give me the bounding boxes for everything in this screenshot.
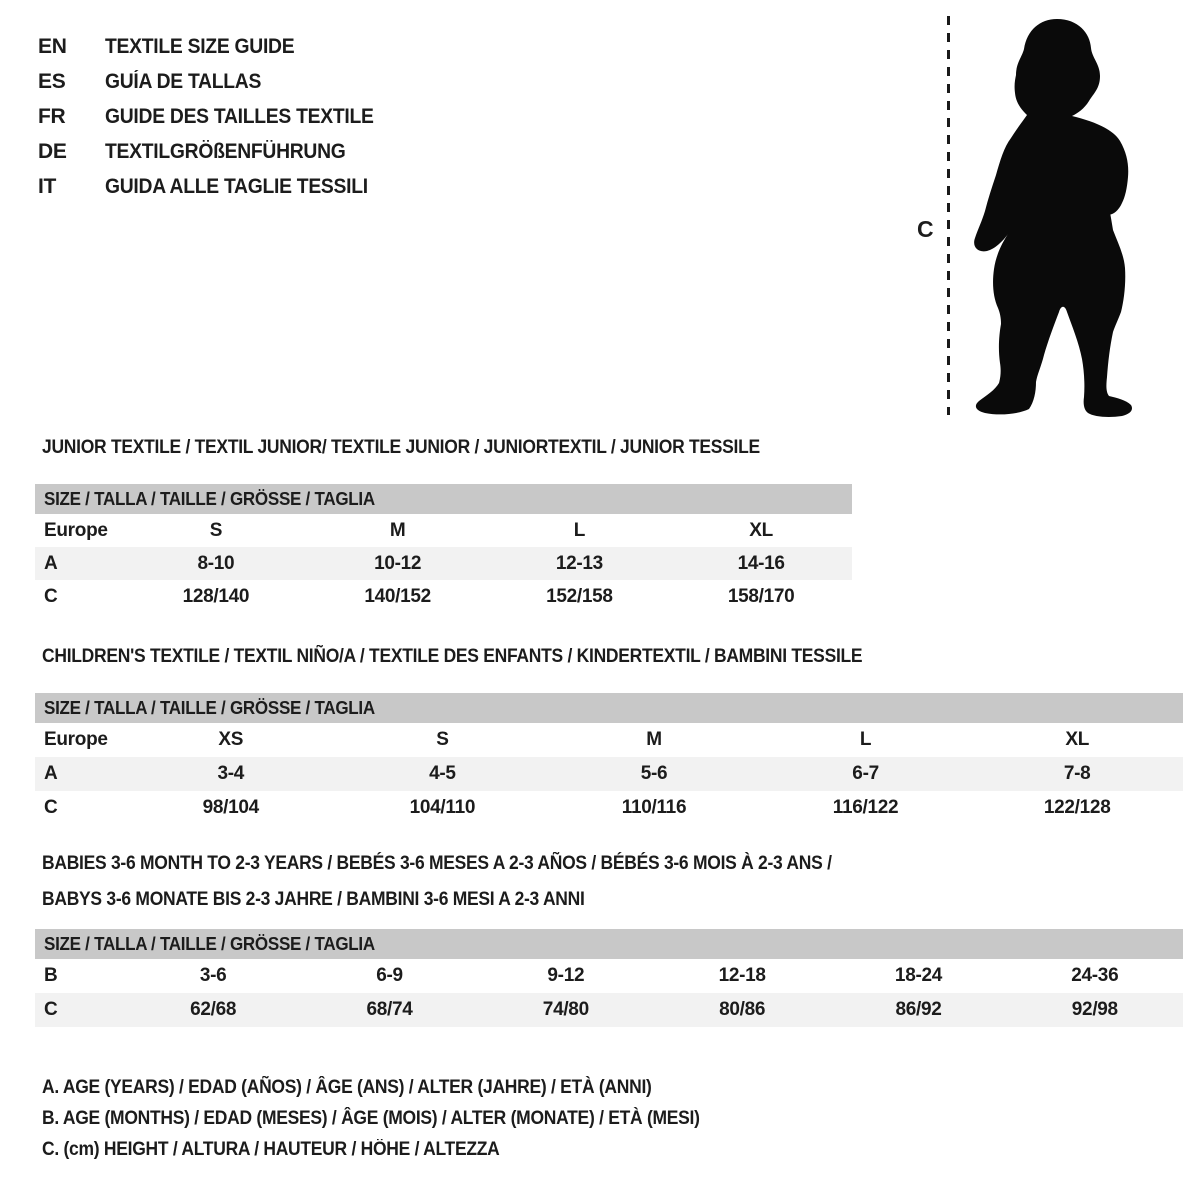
guide-title: GUIDE DES TAILLES TEXTILE	[105, 105, 374, 128]
lang-code: IT	[38, 175, 57, 198]
cell: 68/74	[366, 999, 413, 1020]
cell: 6-9	[376, 965, 403, 986]
lang-code: DE	[38, 140, 67, 163]
guide-title: GUÍA DE TALLAS	[105, 70, 262, 93]
cell: 5-6	[640, 763, 668, 784]
table-row-age	[35, 547, 852, 580]
row-label: Europe	[44, 729, 108, 750]
cell: 74/80	[542, 999, 589, 1020]
lang-code: ES	[38, 70, 66, 93]
legend-line-c	[42, 1134, 757, 1165]
cell: 7-8	[1063, 763, 1091, 784]
cell: 12-18	[718, 965, 766, 986]
size-header-text: SIZE / TALLA / TAILLE / GRÖSSE / TAGLIA	[44, 697, 375, 718]
guide-title: TEXTILE SIZE GUIDE	[105, 35, 295, 58]
size-header-text: SIZE / TALLA / TAILLE / GRÖSSE / TAGLIA	[44, 488, 375, 509]
table-row-height	[35, 580, 852, 613]
cell: 92/98	[1071, 999, 1118, 1020]
row-label: Europe	[44, 519, 108, 541]
table-row-age	[35, 757, 1183, 791]
cell: 12-13	[555, 552, 603, 574]
size-header-bar	[35, 693, 1183, 723]
cell: S	[209, 519, 223, 541]
lang-code: EN	[38, 35, 67, 58]
cell: L	[859, 729, 872, 750]
lang-row-de	[38, 134, 397, 169]
cell: 10-12	[374, 552, 422, 574]
cell: 8-10	[197, 552, 235, 574]
guide-title: GUIDA ALLE TAGLIE TESSILI	[105, 175, 368, 198]
cell: 3-4	[217, 763, 245, 784]
cell: 98/104	[202, 797, 259, 818]
table-row-months	[35, 959, 1183, 993]
cell: XL	[1065, 729, 1090, 750]
cell: M	[646, 729, 662, 750]
cell: 122/128	[1043, 797, 1111, 818]
language-title-list	[38, 29, 397, 204]
cell: M	[389, 519, 406, 541]
cell: 62/68	[190, 999, 237, 1020]
cell: XL	[749, 519, 773, 541]
section-heading-text: JUNIOR TEXTILE / TEXTIL JUNIOR/ TEXTILE JUNIOR / JUNIORTEXTIL / JUNIOR TESSILE	[42, 437, 760, 458]
cell: 18-24	[894, 965, 943, 986]
legend-text: B. AGE (MONTHS) / EDAD (MESES) / ÂGE (MOIS) / ALTER (MONATE) / ETÀ (MESI)	[42, 1108, 700, 1129]
lang-row-fr	[38, 99, 397, 134]
table-row-europe	[35, 514, 852, 547]
size-header-text: SIZE / TALLA / TAILLE / GRÖSSE / TAGLIA	[44, 933, 375, 954]
section-heading-text: CHILDREN'S TEXTILE / TEXTIL NIÑO/A / TEXTILE DES ENFANTS / KINDERTEXTIL / BAMBINI TESSILE	[42, 646, 863, 667]
row-label: A	[44, 763, 58, 784]
size-table-children	[35, 693, 1183, 825]
row-label: A	[44, 552, 58, 574]
lang-row-it	[38, 169, 397, 204]
size-header-bar	[35, 929, 1183, 959]
cell: 24-36	[1071, 965, 1119, 986]
lang-row-en	[38, 29, 397, 64]
size-table-junior	[35, 484, 852, 613]
cell: XS	[218, 729, 244, 750]
lang-code: FR	[38, 105, 66, 128]
cell: 4-5	[429, 763, 456, 784]
measure-legend	[42, 1072, 757, 1165]
legend-line-b	[42, 1103, 757, 1134]
legend-text: C. (cm) HEIGHT / ALTURA / HAUTEUR / HÖHE / ALTEZZA	[42, 1139, 500, 1160]
cell: S	[436, 729, 449, 750]
cell: 3-6	[199, 965, 227, 986]
section-heading-children	[42, 645, 934, 669]
row-label: C	[44, 585, 58, 607]
cell: 140/152	[364, 585, 431, 607]
toddler-silhouette-icon	[880, 0, 1200, 430]
cell: 80/86	[719, 999, 766, 1020]
row-label: C	[44, 797, 58, 818]
height-measure-label: C	[917, 216, 934, 242]
cell: 6-7	[852, 763, 879, 784]
table-row-height	[35, 993, 1183, 1027]
row-label: C	[44, 999, 58, 1020]
size-header-bar	[35, 484, 852, 514]
cell: 116/122	[832, 797, 899, 818]
table-row-europe	[35, 723, 1183, 757]
size-table-babies	[35, 929, 1183, 1027]
legend-line-a	[42, 1072, 757, 1103]
section-heading-text: BABIES 3-6 MONTH TO 2-3 YEARS / BEBÉS 3-6 MESES A 2-3 AÑOS / BÉBÉS 3-6 MOIS À 2-3 ANS /	[42, 853, 832, 874]
cell: 14-16	[737, 552, 785, 574]
cell: L	[573, 519, 586, 541]
lang-row-es	[38, 64, 397, 99]
section-heading-babies	[42, 846, 900, 918]
cell: 110/116	[621, 797, 687, 818]
legend-text: A. AGE (YEARS) / EDAD (AÑOS) / ÂGE (ANS) / ALTER (JAHRE) / ETÀ (ANNI)	[42, 1077, 652, 1098]
row-label: B	[44, 965, 58, 986]
cell: 86/92	[895, 999, 942, 1020]
section-heading-junior	[42, 436, 822, 460]
guide-title: TEXTILGRÖßENFÜHRUNG	[105, 140, 346, 163]
cell: 104/110	[409, 797, 476, 818]
cell: 158/170	[727, 585, 795, 607]
table-row-height	[35, 791, 1183, 825]
section-heading-text: BABYS 3-6 MONATE BIS 2-3 JAHRE / BAMBINI 3-6 MESI A 2-3 ANNI	[42, 889, 585, 910]
cell: 128/140	[182, 585, 250, 607]
cell: 9-12	[547, 965, 585, 986]
cell: 152/158	[546, 585, 613, 607]
